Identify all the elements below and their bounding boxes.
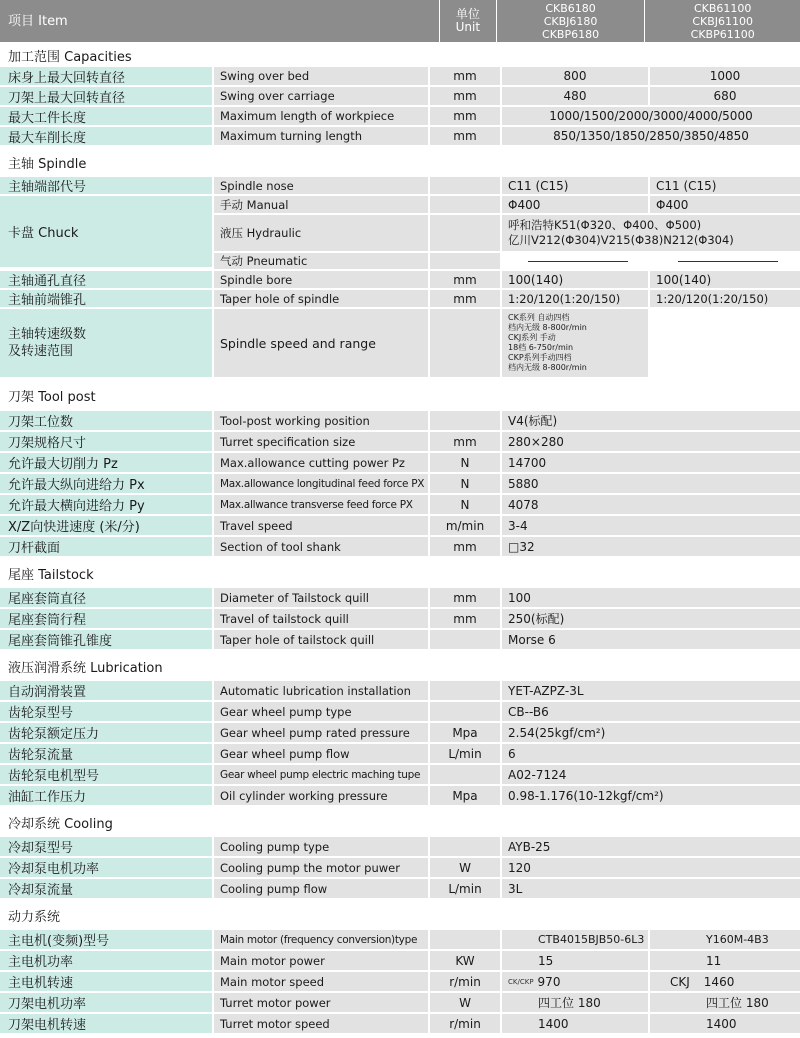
value-model-b: Φ400 <box>648 196 800 213</box>
param-unit: W <box>428 993 500 1012</box>
param-cn: 冷却泵型号 <box>0 837 212 856</box>
param-en: Spindle nose <box>212 177 428 194</box>
section-toolpost: 刀架 Tool post <box>0 379 800 411</box>
param-cn: 齿轮泵额定压力 <box>0 723 212 742</box>
hydraulic-line-1: 呼和浩特K51(Φ320、Φ400、Φ500) <box>508 218 702 232</box>
table-row <box>0 411 800 432</box>
section-capacities: 加工范围 Capacities <box>0 43 800 67</box>
value-model-b: 680 <box>648 87 800 105</box>
param-en: Taper hole of spindle <box>212 290 428 307</box>
param-unit <box>428 702 500 721</box>
value-shared: 3L <box>500 879 800 898</box>
param-unit <box>428 837 500 856</box>
param-cn: 尾座套筒锥孔锥度 <box>0 630 212 649</box>
value-shared: 1000/1500/2000/3000/4000/5000 <box>500 107 800 125</box>
table-row <box>0 765 800 786</box>
table-row <box>0 87 800 107</box>
param-cn: 油缸工作压力 <box>0 786 212 805</box>
table-row <box>0 67 800 87</box>
value-model-b: 1:20/120(1:20/150) <box>648 290 800 307</box>
dash-line <box>678 261 778 262</box>
value-model-b: 1000 <box>648 67 800 85</box>
param-unit: mm <box>428 537 500 556</box>
value-shared: 850/1350/1850/2850/3850/4850 <box>500 127 800 145</box>
param-unit: Mpa <box>428 723 500 742</box>
value-model-a: 480 <box>500 87 648 105</box>
value-shared: 100 <box>500 588 800 607</box>
param-unit: m/min <box>428 516 500 535</box>
table-row <box>0 858 800 879</box>
param-unit: mm <box>428 127 500 145</box>
param-unit: N <box>428 453 500 472</box>
speed-line: CK系列 自动四档 <box>508 313 570 322</box>
param-en: Cooling pump type <box>212 837 428 856</box>
param-unit: mm <box>428 290 500 307</box>
value-shared: 0.98-1.176(10-12kgf/cm²) <box>500 786 800 805</box>
param-en: Spindle bore <box>212 271 428 288</box>
param-cn: 允许最大横向进给力 Py <box>0 495 212 514</box>
value-shared: V4(标配) <box>500 411 800 430</box>
series-tag: CK/CKP <box>508 977 534 986</box>
param-unit: mm <box>428 87 500 105</box>
param-en: 气动 Pneumatic <box>212 253 428 269</box>
param-cn: 自动润滑装置 <box>0 681 212 700</box>
param-cn: 尾座套筒行程 <box>0 609 212 628</box>
param-en: Gear wheel pump flow <box>212 744 428 763</box>
value-text: 970 <box>537 974 561 989</box>
param-cn: 齿轮泵流量 <box>0 744 212 763</box>
table-row <box>212 196 800 215</box>
value-model-a: C11 (C15) <box>500 177 648 194</box>
value-model-a: 1400 <box>500 1014 648 1033</box>
speed-line: CKP系列手动四档 <box>508 353 572 362</box>
param-cn: 允许最大纵向进给力 Px <box>0 474 212 493</box>
param-unit <box>428 253 500 269</box>
param-en: Main motor power <box>212 951 428 970</box>
value-model-a: 1:20/120(1:20/150) <box>500 290 648 307</box>
table-row <box>0 432 800 453</box>
param-cn: 卡盘 Chuck <box>0 196 212 269</box>
value-shared: □32 <box>500 537 800 556</box>
table-row <box>0 951 800 972</box>
param-en: Max.allwance transverse feed force PX <box>212 495 428 514</box>
table-row <box>0 744 800 765</box>
param-unit: mm <box>428 67 500 85</box>
value-model-b <box>648 253 800 269</box>
value-shared: 3-4 <box>500 516 800 535</box>
value-shared: 4078 <box>500 495 800 514</box>
param-en: Max.allowance longitudinal feed force PX <box>212 474 428 493</box>
param-cn: 刀架电机转速 <box>0 1014 212 1033</box>
param-unit: Mpa <box>428 786 500 805</box>
param-cn: 主电机(变频)型号 <box>0 930 212 949</box>
param-en: Section of tool shank <box>212 537 428 556</box>
value-shared: 280×280 <box>500 432 800 451</box>
param-unit: mm <box>428 271 500 288</box>
param-en: Swing over bed <box>212 67 428 85</box>
param-cn: 最大车削长度 <box>0 127 212 145</box>
param-en: Cooling pump the motor puwer <box>212 858 428 877</box>
table-row <box>0 723 800 744</box>
table-row <box>0 681 800 702</box>
table-row <box>212 215 800 253</box>
param-unit: N <box>428 474 500 493</box>
value-model-b <box>648 972 800 991</box>
value-model-b: 四工位 180 <box>648 993 800 1012</box>
speed-line: 档内无级 8-800r/min <box>508 323 587 332</box>
param-en: Maximum turning length <box>212 127 428 145</box>
param-en: Gear wheel pump rated pressure <box>212 723 428 742</box>
param-unit <box>428 177 500 194</box>
table-row <box>0 127 800 147</box>
param-en: Turret specification size <box>212 432 428 451</box>
value-model-a: 四工位 180 <box>500 993 648 1012</box>
table-row <box>0 786 800 807</box>
param-unit: L/min <box>428 744 500 763</box>
header-unit: 单位 Unit <box>440 0 497 42</box>
param-cn: 冷却泵电机功率 <box>0 858 212 877</box>
value-shared: A02-7124 <box>500 765 800 784</box>
section-spindle: 主轴 Spindle <box>0 147 800 177</box>
param-cn: 主轴通孔直径 <box>0 271 212 288</box>
table-row <box>0 177 800 196</box>
table-row <box>0 290 800 309</box>
param-unit <box>428 309 500 377</box>
param-en: Travel speed <box>212 516 428 535</box>
param-cn: 刀架上最大回转直径 <box>0 87 212 105</box>
table-row <box>0 271 800 290</box>
table-row <box>0 1014 800 1035</box>
param-cn: 刀架电机功率 <box>0 993 212 1012</box>
param-cn: 冷却泵流量 <box>0 879 212 898</box>
param-unit: N <box>428 495 500 514</box>
value-model-b: 11 <box>648 951 800 970</box>
param-cn: 刀杆截面 <box>0 537 212 556</box>
table-row <box>0 972 800 993</box>
param-cn: 齿轮泵电机型号 <box>0 765 212 784</box>
table-row <box>0 702 800 723</box>
section-cooling: 冷却系统 Cooling <box>0 807 800 837</box>
speed-line: CKJ系列 手动 <box>508 333 556 342</box>
param-unit <box>428 215 500 251</box>
value-shared <box>500 215 800 251</box>
param-en: Oil cylinder working pressure <box>212 786 428 805</box>
table-row <box>0 588 800 609</box>
param-unit: mm <box>428 588 500 607</box>
speed-line: 档内无级 8-800r/min <box>508 363 587 372</box>
table-row <box>0 837 800 858</box>
param-cn: 主轴端部代号 <box>0 177 212 194</box>
section-tailstock: 尾座 Tailstock <box>0 558 800 588</box>
param-en: Diameter of Tailstock quill <box>212 588 428 607</box>
param-cn: 刀架工位数 <box>0 411 212 430</box>
table-row <box>0 107 800 127</box>
table-row <box>0 453 800 474</box>
value-model-b: C11 (C15) <box>648 177 800 194</box>
param-en: Turret motor power <box>212 993 428 1012</box>
param-unit: r/min <box>428 1014 500 1033</box>
table-row <box>0 516 800 537</box>
param-unit <box>428 630 500 649</box>
table-header <box>0 0 800 43</box>
value-shared: 14700 <box>500 453 800 472</box>
param-en: Gear wheel pump electric maching tupe <box>212 765 428 784</box>
value-shared: 250(标配) <box>500 609 800 628</box>
hydraulic-line-2: 亿川V212(Φ304)V215(Φ38)N212(Φ304) <box>508 233 734 247</box>
value-speed-range <box>500 309 648 377</box>
header-model-b: CKB61100 CKBJ61100 CKBP61100 <box>690 1 755 41</box>
value-model-a <box>500 972 648 991</box>
value-model-b: 1400 <box>648 1014 800 1033</box>
table-row <box>212 253 800 271</box>
table-row <box>0 879 800 900</box>
table-row <box>0 495 800 516</box>
value-model-a <box>500 253 648 269</box>
value-shared: 6 <box>500 744 800 763</box>
param-cn: 床身上最大回转直径 <box>0 67 212 85</box>
param-cn: 主轴转速级数 及转速范围 <box>0 309 212 377</box>
param-en: Swing over carriage <box>212 87 428 105</box>
param-unit: mm <box>428 107 500 125</box>
value-shared: YET-AZPZ-3L <box>500 681 800 700</box>
section-lubrication: 液压润滑系统 Lubrication <box>0 651 800 681</box>
param-en: Max.allowance cutting power Pz <box>212 453 428 472</box>
value-model-b <box>648 309 800 377</box>
param-unit <box>428 765 500 784</box>
value-shared: 5880 <box>500 474 800 493</box>
param-en: Turret motor speed <box>212 1014 428 1033</box>
value-model-a: 800 <box>500 67 648 85</box>
value-shared: 2.54(25kgf/cm²) <box>500 723 800 742</box>
param-cn: X/Z向快进速度 (米/分) <box>0 516 212 535</box>
table-row <box>0 630 800 651</box>
param-unit <box>428 196 500 213</box>
param-unit: KW <box>428 951 500 970</box>
series-tag: CKJ <box>670 974 690 989</box>
param-unit: r/min <box>428 972 500 991</box>
value-model-a: 15 <box>500 951 648 970</box>
table-row <box>0 930 800 951</box>
param-en: Maximum length of workpiece <box>212 107 428 125</box>
header-item: 项目 Item <box>0 0 440 42</box>
table-row <box>0 993 800 1014</box>
param-unit: W <box>428 858 500 877</box>
param-en: 手动 Manual <box>212 196 428 213</box>
table-row <box>0 537 800 558</box>
table-row <box>0 474 800 495</box>
value-model-a: 100(140) <box>500 271 648 288</box>
header-model-a: CKB6180 CKBJ6180 CKBP6180 <box>497 0 646 42</box>
param-en: Spindle speed and range <box>212 309 428 377</box>
param-en: Cooling pump flow <box>212 879 428 898</box>
table-row <box>0 609 800 630</box>
param-en: Travel of tailstock quill <box>212 609 428 628</box>
param-unit: L/min <box>428 879 500 898</box>
dash-line <box>528 261 628 262</box>
value-shared: CB--B6 <box>500 702 800 721</box>
value-model-a: CTB4015BJB50-6L3 <box>500 930 648 949</box>
param-en: Tool-post working position <box>212 411 428 430</box>
param-cn: 齿轮泵型号 <box>0 702 212 721</box>
value-text: 1460 <box>703 974 735 989</box>
param-unit <box>428 411 500 430</box>
value-model-b: Y160M-4B3 <box>648 930 800 949</box>
param-cn: 主轴前端锥孔 <box>0 290 212 307</box>
value-shared: Morse 6 <box>500 630 800 649</box>
param-unit <box>428 930 500 949</box>
speed-line: 18档 6-750r/min <box>508 343 574 352</box>
param-en: Main motor speed <box>212 972 428 991</box>
table-row <box>0 309 800 379</box>
param-cn: 最大工件长度 <box>0 107 212 125</box>
param-cn: 尾座套筒直径 <box>0 588 212 607</box>
param-en: Taper hole of tailstock quill <box>212 630 428 649</box>
value-model-a: Φ400 <box>500 196 648 213</box>
param-en: Gear wheel pump type <box>212 702 428 721</box>
param-en: Automatic lubrication installation <box>212 681 428 700</box>
param-unit: mm <box>428 609 500 628</box>
value-model-b: 100(140) <box>648 271 800 288</box>
param-en: Main motor (frequency conversion)type <box>212 930 428 949</box>
value-shared: 120 <box>500 858 800 877</box>
value-shared: AYB-25 <box>500 837 800 856</box>
param-unit <box>428 681 500 700</box>
param-cn: 刀架规格尺寸 <box>0 432 212 451</box>
chuck-group <box>0 196 800 271</box>
param-en: 液压 Hydraulic <box>212 215 428 251</box>
param-cn: 允许最大切削力 Pz <box>0 453 212 472</box>
param-cn: 主电机转速 <box>0 972 212 991</box>
section-power: 动力系统 <box>0 900 800 930</box>
param-unit: mm <box>428 432 500 451</box>
param-cn: 主电机功率 <box>0 951 212 970</box>
